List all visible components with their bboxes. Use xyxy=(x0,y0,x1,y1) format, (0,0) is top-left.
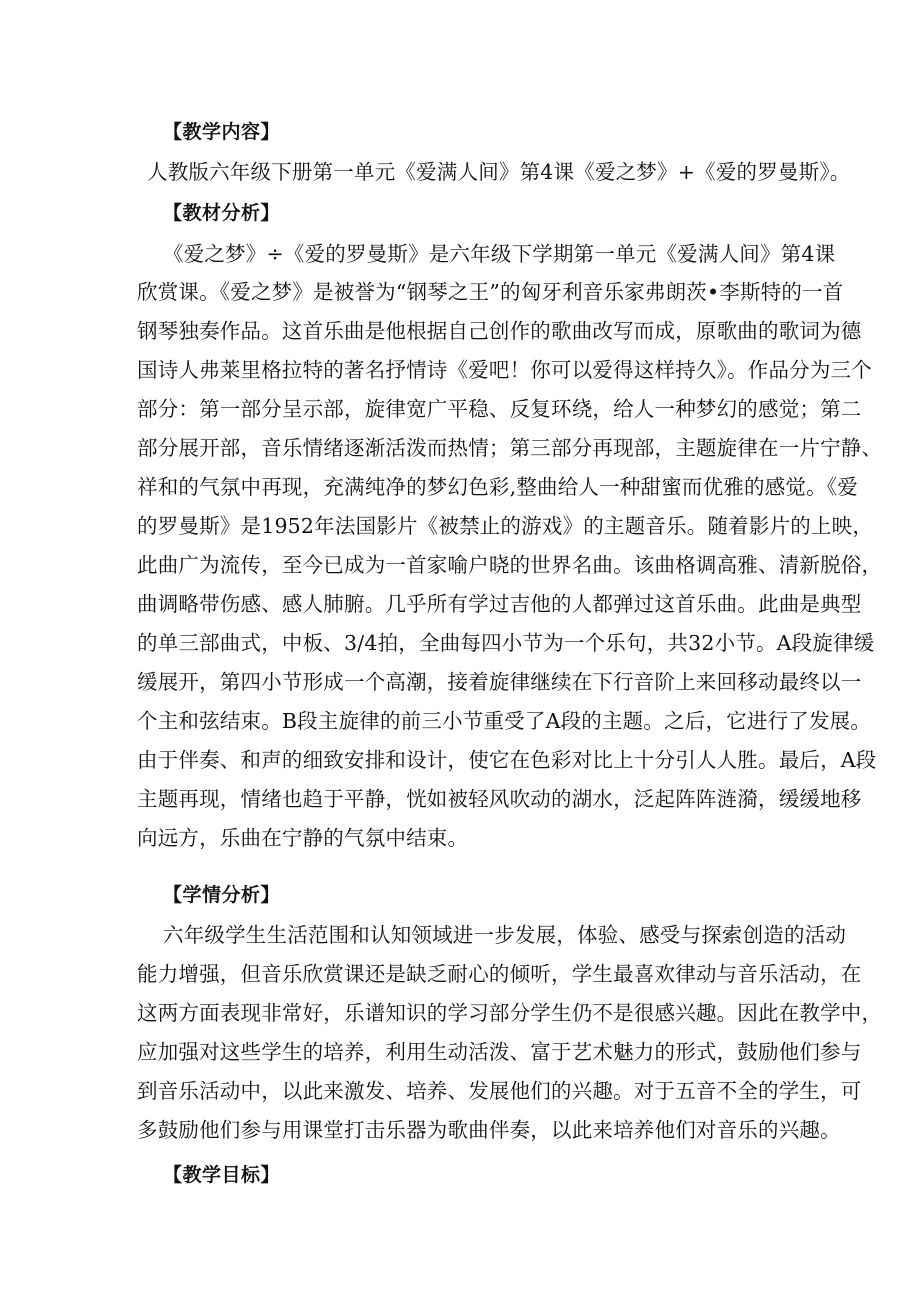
material-analysis-line: 部分展开部，音乐情绪逐渐活泼而热情；第三部分再现部，主题旋律在一片宁静、 xyxy=(137,436,883,460)
heading-student-analysis: 【学情分析】 xyxy=(163,884,281,906)
student-analysis-line: 到音乐活动中，以此来激发、培养、发展他们的兴趣。对于五音不全的学生，可 xyxy=(137,1079,862,1103)
material-analysis-line: 个主和弦结束。B段主旋律的前三小节重受了A段的主题。之后，它进行了发展。 xyxy=(137,709,872,733)
material-analysis-line: 钢琴独奏作品。这首乐曲是他根据自己创作的歌曲改写而成，原歌曲的歌词为德 xyxy=(137,319,862,343)
material-analysis-line: 《爱之梦》÷《爱的罗曼斯》是六年级下学期第一单元《爱满人间》第4课 xyxy=(163,242,836,266)
material-analysis-line: 主题再现，情绪也趋于平静，恍如被轻风吹动的湖水，泛起阵阵涟漪，缓缓地移 xyxy=(137,787,862,811)
material-analysis-line: 部分：第一部分呈示部，旋律宽广平稳、反复环绕，给人一种梦幻的感觉；第二 xyxy=(137,397,862,421)
student-analysis-line: 能力增强，但音乐欣赏课还是缺乏耐心的倾听，学生最喜欢律动与音乐活动，在 xyxy=(137,962,862,986)
student-analysis-line: 六年级学生生活范围和认知领域进一步发展，体验、感受与探索创造的活动 xyxy=(163,923,847,947)
material-analysis-line: 缓展开，第四小节形成一个高潮，接着旋律继续在下行音阶上来回移动最终以一 xyxy=(137,670,862,694)
heading-material-analysis: 【教材分析】 xyxy=(163,202,281,224)
material-analysis-line: 由于伴奏、和声的细致安排和设计，使它在色彩对比上十分引人人胜。最后，A段 xyxy=(137,748,877,772)
material-analysis-line: 国诗人弗莱里格拉特的著名抒情诗《爱吧！你可以爱得这样持久》。作品分为三个 xyxy=(137,358,872,382)
student-analysis-line: 多鼓励他们参与用课堂打击乐器为歌曲伴奏，以此来培养他们对音乐的兴趣。 xyxy=(137,1118,841,1142)
material-analysis-line: 曲调略带伤感、感人肺腑。几乎所有学过吉他的人都弹过这首乐曲。此曲是典型 xyxy=(137,592,862,616)
material-analysis-line: 祥和的气氛中再现，充满纯净的梦幻色彩,整曲给人一种甜蜜而优雅的感觉。《爱 xyxy=(137,475,858,499)
material-analysis-line: 的罗曼斯》是1952年法国影片《被禁止的游戏》的主题音乐。随着影片的上映， xyxy=(137,514,874,538)
material-analysis-line: 欣赏课。《爱之梦》是被誉为“钢琴之王”的匈牙利音乐家弗朗茨•李斯特的一首 xyxy=(137,280,844,304)
student-analysis-line: 应加强对这些学生的培养，利用生动活泼、富于艺术魅力的形式，鼓励他们参与 xyxy=(137,1040,862,1064)
heading-teaching-content: 【教学内容】 xyxy=(163,121,281,143)
heading-teaching-goals: 【教学目标】 xyxy=(163,1164,281,1186)
material-analysis-line: 向远方，乐曲在宁静的气氛中结束。 xyxy=(137,826,469,850)
teaching-content-line: 人教版六年级下册第一单元《爱满人间》第4课《爱之梦》+《爱的罗曼斯》。 xyxy=(147,160,851,184)
material-analysis-line: 的单三部曲式，中板、3/4拍，全曲每四小节为一个乐句，共32小节。A段旋律缓 xyxy=(137,631,875,655)
student-analysis-line: 这两方面表现非常好，乐谱知识的学习部分学生仍不是很感兴趣。因此在教学中， xyxy=(137,1001,883,1025)
material-analysis-line: 此曲广为流传，至今已成为一首家喻户晓的世界名曲。该曲格调高雅、清新脱俗， xyxy=(137,553,883,577)
